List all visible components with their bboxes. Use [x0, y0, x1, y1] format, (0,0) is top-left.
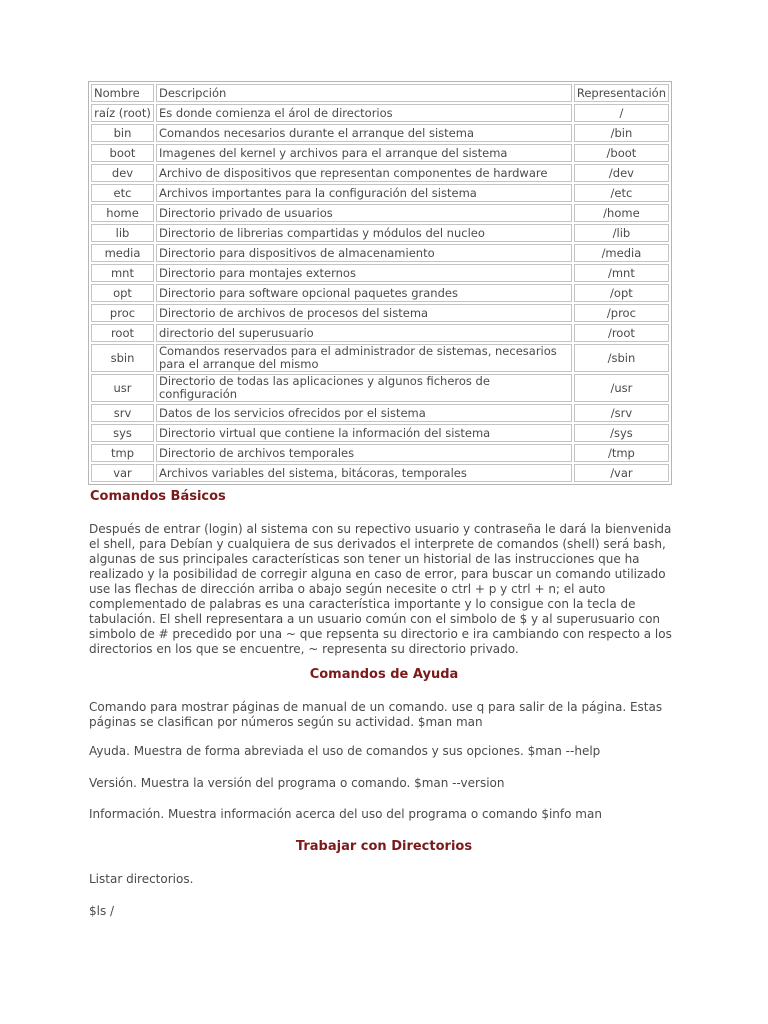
directory-name-cell: bin: [91, 124, 154, 142]
directory-name-cell: opt: [91, 284, 154, 302]
table-row: [91, 104, 669, 122]
paragraph-ls-command: $ls /: [89, 904, 115, 918]
directory-name-cell: proc: [91, 304, 154, 322]
directory-path-cell: /root: [574, 324, 669, 342]
directory-description-cell: Comandos necesarios durante el arranque del sistema: [156, 124, 572, 142]
directory-path-cell: /lib: [574, 224, 669, 242]
directory-description-cell: Directorio para software opcional paquetes grandes: [156, 284, 572, 302]
table-row: [91, 374, 669, 402]
directory-description-cell: Directorio para montajes externos: [156, 264, 572, 282]
table-header-cell: Representación: [574, 84, 669, 102]
directory-table: [88, 81, 672, 485]
directory-path-cell: /usr: [574, 374, 669, 402]
section-title-comandos-ayuda: Comandos de Ayuda: [309, 667, 459, 682]
table-row: [91, 344, 669, 372]
directory-description-cell: Imagenes del kernel y archivos para el arranque del sistema: [156, 144, 572, 162]
table-row: [91, 184, 669, 202]
paragraph-ayuda-info: Información. Muestra información acerca del uso del programa o comando $info man: [89, 807, 602, 821]
section-title-trabajar-directorios: Trabajar con Directorios: [295, 839, 473, 854]
table-row: [91, 244, 669, 262]
paragraph-ayuda-manual: Comando para mostrar páginas de manual de un comando. use q para salir de la página. Estas páginas se clasifican por números según su actividad. $man man: [89, 700, 663, 729]
directory-path-cell: /tmp: [574, 444, 669, 462]
directory-name-cell: sbin: [91, 344, 154, 372]
directory-path-cell: /srv: [574, 404, 669, 422]
table-row: [91, 404, 669, 422]
table-row: [91, 324, 669, 342]
directory-description-cell: Directorio privado de usuarios: [156, 204, 572, 222]
directory-name-cell: media: [91, 244, 154, 262]
directory-description-cell: Datos de los servicios ofrecidos por el sistema: [156, 404, 572, 422]
directory-path-cell: /sys: [574, 424, 669, 442]
directory-name-cell: usr: [91, 374, 154, 402]
directory-name-cell: boot: [91, 144, 154, 162]
directory-name-cell: tmp: [91, 444, 154, 462]
directory-description-cell: Directorio virtual que contiene la información del sistema: [156, 424, 572, 442]
directory-description-cell: Comandos reservados para el administrador de sistemas, necesarios para el arranque del mismo: [156, 344, 572, 372]
directory-path-cell: /boot: [574, 144, 669, 162]
directory-name-cell: etc: [91, 184, 154, 202]
section-title-comandos-basicos: Comandos Básicos: [90, 489, 226, 504]
directory-name-cell: srv: [91, 404, 154, 422]
paragraph-listar-directorios: Listar directorios.: [89, 872, 194, 886]
table-row: [91, 124, 669, 142]
directory-path-cell: /media: [574, 244, 669, 262]
directory-path-cell: /etc: [574, 184, 669, 202]
directory-name-cell: sys: [91, 424, 154, 442]
directory-path-cell: /opt: [574, 284, 669, 302]
directory-name-cell: raíz (root): [91, 104, 154, 122]
table-row: [91, 304, 669, 322]
directory-description-cell: Archivos importantes para la configuración del sistema: [156, 184, 572, 202]
directory-description-cell: Archivos variables del sistema, bitácoras, temporales: [156, 464, 572, 482]
directory-description-cell: Directorio de archivos de procesos del sistema: [156, 304, 572, 322]
directory-path-cell: /var: [574, 464, 669, 482]
table-row: [91, 224, 669, 242]
table-row: [91, 424, 669, 442]
table-row: [91, 164, 669, 182]
directory-description-cell: Directorio de todas las aplicaciones y algunos ficheros de configuración: [156, 374, 572, 402]
directory-path-cell: /sbin: [574, 344, 669, 372]
table-row: [91, 144, 669, 162]
table-header-cell: Nombre: [91, 84, 154, 102]
directory-description-cell: directorio del superusuario: [156, 324, 572, 342]
directory-name-cell: var: [91, 464, 154, 482]
directory-description-cell: Directorio de librerias compartidas y módulos del nucleo: [156, 224, 572, 242]
paragraph-ayuda-version: Versión. Muestra la versión del programa o comando. $man --version: [89, 776, 505, 790]
table-row: [91, 264, 669, 282]
directory-name-cell: lib: [91, 224, 154, 242]
directory-path-cell: /: [574, 104, 669, 122]
table-header-row: [91, 84, 669, 102]
directory-path-cell: /mnt: [574, 264, 669, 282]
directory-path-cell: /dev: [574, 164, 669, 182]
table-row: [91, 204, 669, 222]
table-row: [91, 284, 669, 302]
directory-description-cell: Archivo de dispositivos que representan componentes de hardware: [156, 164, 572, 182]
paragraph-ayuda-help: Ayuda. Muestra de forma abreviada el uso de comandos y sus opciones. $man --help: [89, 744, 601, 758]
directory-name-cell: root: [91, 324, 154, 342]
table-row: [91, 464, 669, 482]
directory-path-cell: /home: [574, 204, 669, 222]
directory-description-cell: Es donde comienza el árol de directorios: [156, 104, 572, 122]
paragraph-comandos-basicos: Después de entrar (login) al sistema con su repectivo usuario y contraseña le dará la bienvenida el shell, para Debían y cualquiera de sus derivados el interprete de comandos (shell) será bash, algunas de sus principales características son tener un historial de las instrucciones que ha realizado y la posibilidad de corregir alguna en caso de error, para buscar un comando utilizado use las flechas de dirección arriba o abajo según necesite o ctrl + p y ctrl + n; el auto complementado de palabras es una característica importante y lo consigue con la tecla de tabulación. El shell representara a un usuario común con el simbolo de $ y al superusuario con simbolo de # precedido por una ~ que repsenta su directorio e ira cambiando con respecto a los directorios en los que se encuentre, ~ representa su directorio privado.: [89, 522, 672, 656]
table-header-cell: Descripción: [156, 84, 572, 102]
table-row: [91, 444, 669, 462]
directory-path-cell: /bin: [574, 124, 669, 142]
directory-name-cell: mnt: [91, 264, 154, 282]
directory-description-cell: Directorio para dispositivos de almacenamiento: [156, 244, 572, 262]
directory-path-cell: /proc: [574, 304, 669, 322]
directory-name-cell: dev: [91, 164, 154, 182]
directory-description-cell: Directorio de archivos temporales: [156, 444, 572, 462]
directory-name-cell: home: [91, 204, 154, 222]
